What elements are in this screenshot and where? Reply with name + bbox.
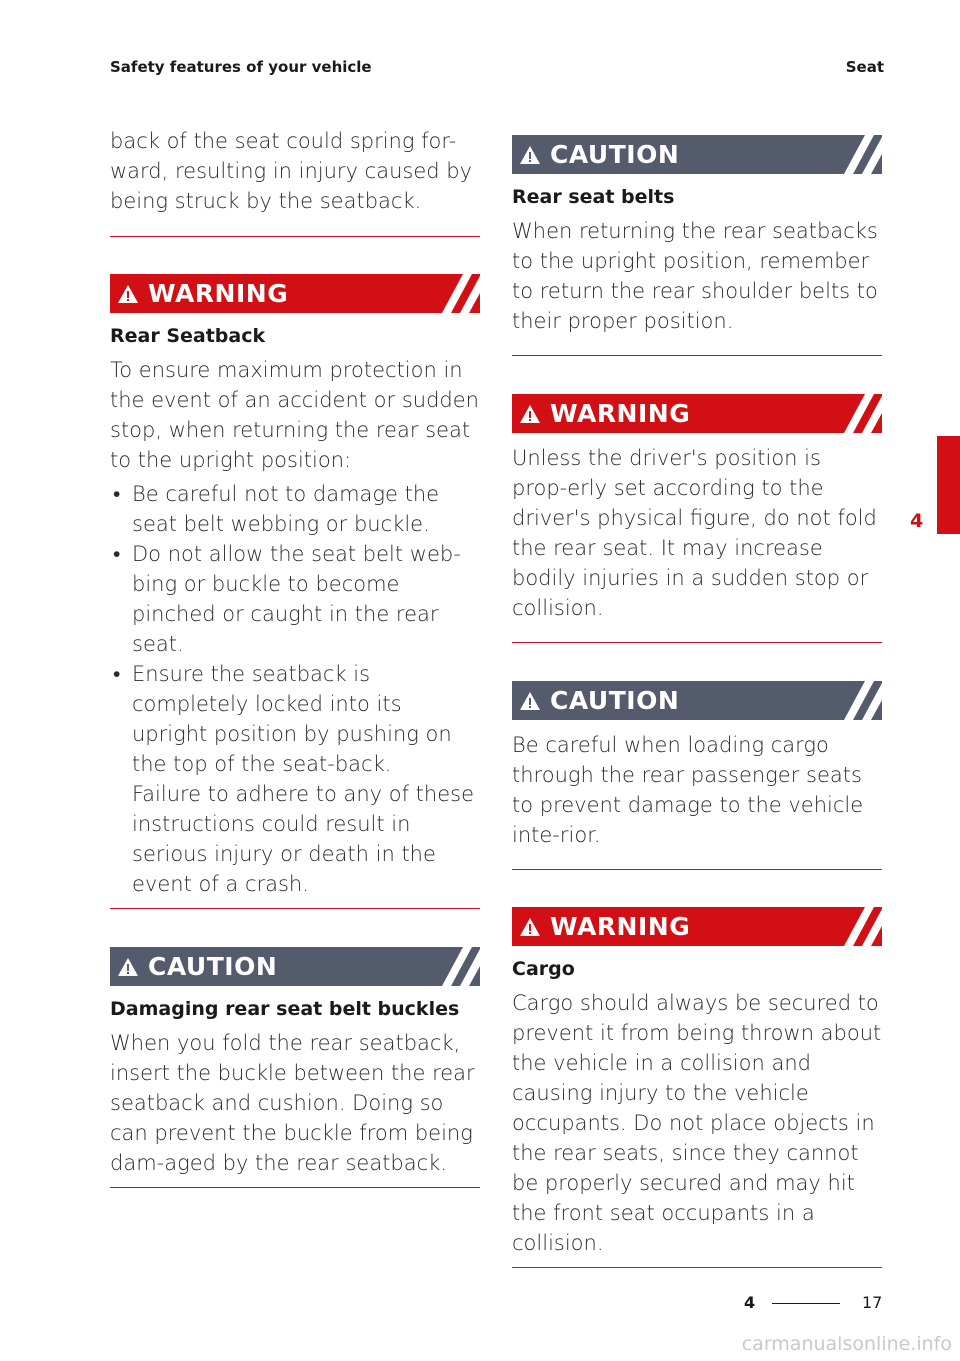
warning-triangle-icon: [518, 402, 542, 426]
divider: [512, 1267, 882, 1268]
caution-text: When you fold the rear seatback, insert the buckle between the rear seatback and cushion. Doing so can prevent the buckle from being dam-aged by the rear seatback.: [110, 1031, 475, 1175]
warning-bullet-list: [110, 479, 480, 899]
banner-slash-decoration: [420, 274, 480, 313]
divider: [512, 355, 882, 356]
caution-label: CAUTION: [550, 140, 680, 169]
caution-banner: [512, 681, 882, 720]
banner-slash-decoration: [822, 135, 882, 174]
intro-paragraph: back of the seat could spring for-ward, resulting in injury caused by being struck by the seatback.: [110, 129, 473, 213]
caution-banner: [512, 135, 882, 174]
banner-slash-decoration: [822, 394, 882, 433]
divider: [110, 908, 480, 909]
warning-title: Rear Seatback: [110, 325, 266, 347]
warning-banner: [512, 394, 882, 433]
caution-triangle-icon: [518, 689, 542, 713]
warning-text: To ensure maximum protection in the event of an accident or sudden stop, when returning the rear seat to the upright position:: [110, 358, 479, 472]
list-item: • Do not allow the seat belt web-bing or buckle to become pinched or caught in the rear seat.: [113, 542, 461, 656]
banner-slash-decoration: [420, 947, 480, 986]
footer-chapter-number: 4: [744, 1293, 756, 1312]
caution-banner: [110, 947, 480, 986]
caution-label: CAUTION: [148, 952, 278, 981]
divider: [512, 869, 882, 870]
list-item: • Be careful not to damage the seat belt webbing or buckle.: [113, 482, 440, 536]
warning-text: Unless the driver's position is prop-erly set according to the driver's physical figure, do not fold the rear seat. It may increase bodily injuries in a sudden stop or collision.: [512, 446, 877, 620]
left-column: [110, 126, 480, 1188]
caution-label: CAUTION: [550, 686, 680, 715]
chapter-side-number: 4: [910, 510, 924, 532]
bullet-extra-text: Failure to adhere to any of these instructions could result in serious injury or death in the event of a crash.: [132, 782, 474, 896]
divider: [512, 642, 882, 643]
warning-text: Cargo should always be secured to prevent it from being thrown about the vehicle in a collision and causing injury to the vehicle occupants. Do not place objects in the rear seats, since they cannot be properly secured and may hit the front seat occupants in a collision.: [512, 991, 882, 1255]
header-section-title: Safety features of your vehicle: [110, 58, 372, 76]
warning-banner: [512, 907, 882, 946]
warning-triangle-icon: [518, 915, 542, 939]
footer-page-number: 17: [862, 1293, 883, 1312]
divider: [110, 236, 480, 237]
caution-title: Damaging rear seat belt buckles: [110, 998, 460, 1020]
caution-text: When returning the rear seatbacks to the upright position, remember to return the rear shoulder belts to their proper position.: [512, 219, 878, 333]
banner-slash-decoration: [822, 681, 882, 720]
watermark: carmanualsonline.info: [741, 1333, 952, 1355]
warning-label: WARNING: [148, 279, 289, 308]
caution-triangle-icon: [116, 955, 140, 979]
warning-banner: [110, 274, 480, 313]
warning-label: WARNING: [550, 912, 691, 941]
right-column: [512, 135, 882, 1268]
banner-slash-decoration: [822, 907, 882, 946]
caution-triangle-icon: [518, 143, 542, 167]
divider: [110, 1187, 480, 1188]
caution-text: Be careful when loading cargo through the rear passenger seats to prevent damage to the vehicle inte-rior.: [512, 733, 864, 847]
warning-triangle-icon: [116, 282, 140, 306]
chapter-side-tab: [937, 436, 960, 534]
footer-divider: [772, 1303, 840, 1304]
header-chapter-title: Seat: [845, 58, 884, 76]
warning-title: Cargo: [512, 958, 575, 980]
caution-title: Rear seat belts: [512, 186, 675, 208]
list-item: • Ensure the seatback is completely locked into its upright position by pushing on the top of the seat-back. Failure to adhere to any of these instructions could result in serious injury or death in the event of a crash.: [110, 659, 480, 899]
warning-label: WARNING: [550, 399, 691, 428]
